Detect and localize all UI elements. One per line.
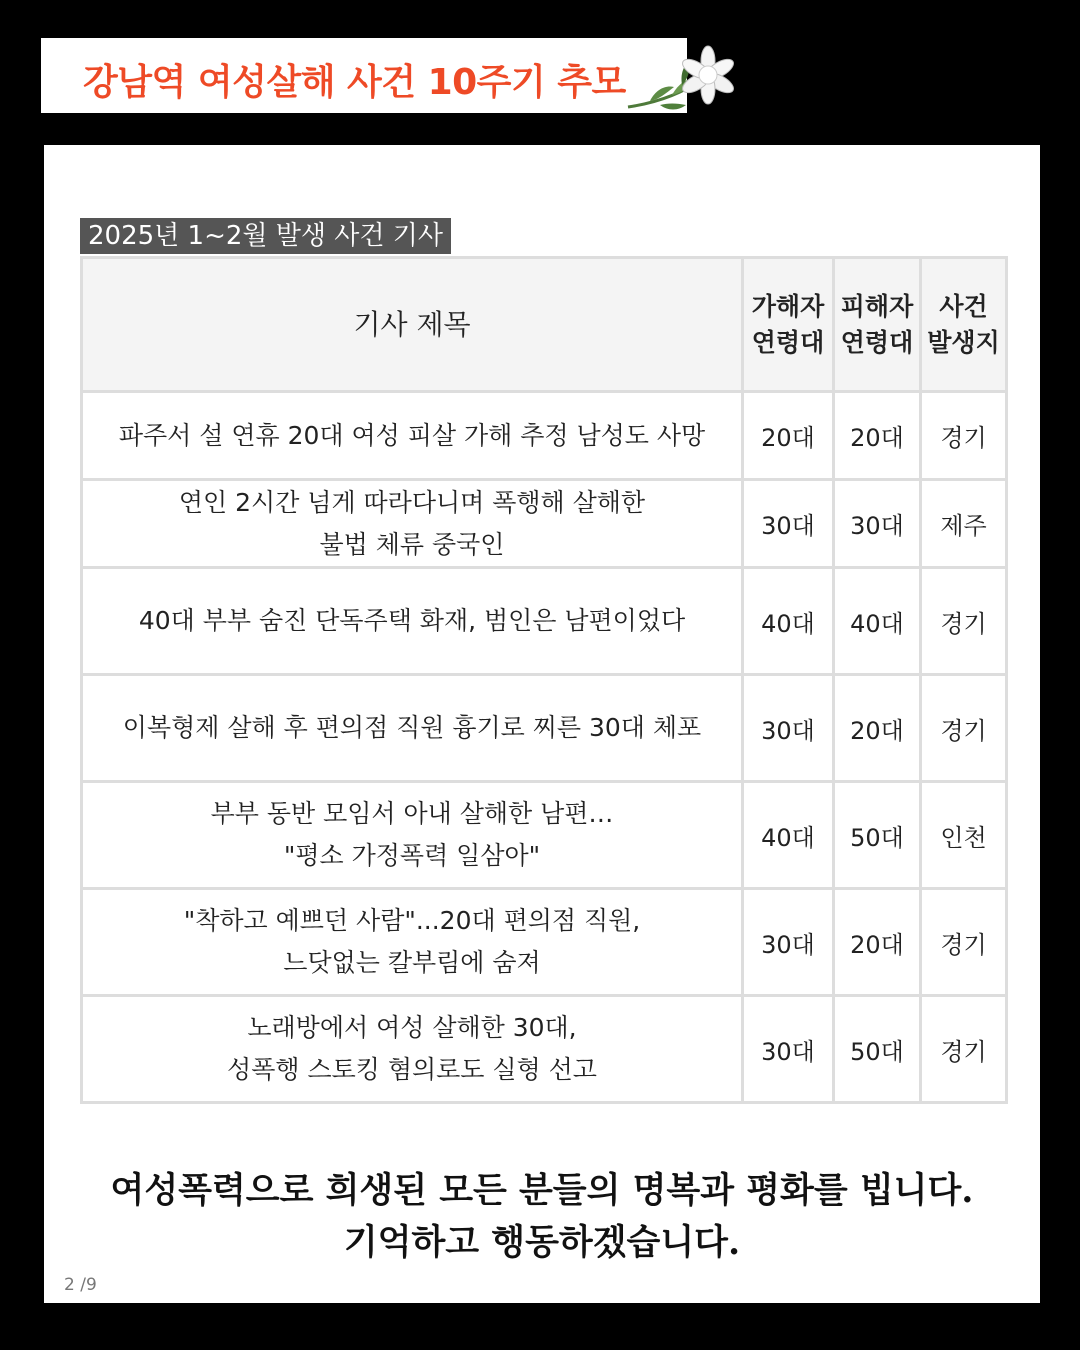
- table-row: [82, 568, 1007, 675]
- table-row: [82, 889, 1007, 996]
- incident-location: 경기: [921, 996, 1007, 1103]
- table-row: [82, 675, 1007, 782]
- offender-age: 40대: [743, 568, 834, 675]
- article-title: 노래방에서 여성 살해한 30대, 성폭행 스토킹 혐의로도 실형 선고: [82, 996, 743, 1103]
- table-header-row: [82, 258, 1007, 392]
- closing-message: [44, 1165, 1040, 1269]
- incident-location: 경기: [921, 889, 1007, 996]
- offender-age: 30대: [743, 996, 834, 1103]
- table-row: [82, 392, 1007, 480]
- offender-age: 20대: [743, 392, 834, 480]
- page-indicator: 2 /9: [64, 1275, 97, 1295]
- offender-age: 30대: [743, 480, 834, 568]
- header-article-title: 기사 제목: [82, 258, 743, 392]
- article-title: 이복형제 살해 후 편의점 직원 흉기로 찌른 30대 체포: [82, 675, 743, 782]
- victim-age: 50대: [834, 996, 921, 1103]
- victim-age: 40대: [834, 568, 921, 675]
- closing-line-1: 여성폭력으로 희생된 모든 분들의 명복과 평화를 빕니다.: [110, 1170, 974, 1211]
- page-title: 강남역 여성살해 사건 10주기 추모: [83, 62, 626, 103]
- header-offender-age: 가해자 연령대: [743, 258, 834, 392]
- incident-location: 경기: [921, 568, 1007, 675]
- incident-location: 인천: [921, 782, 1007, 889]
- header-victim-age: 피해자 연령대: [834, 258, 921, 392]
- chrysanthemum-icon: [620, 45, 735, 120]
- table-row: [82, 782, 1007, 889]
- article-title: "착하고 예쁘던 사람"...20대 편의점 직원, 느닷없는 칼부림에 숨져: [82, 889, 743, 996]
- closing-line-2: 기억하고 행동하겠습니다.: [343, 1222, 741, 1263]
- victim-age: 30대: [834, 480, 921, 568]
- article-title: 부부 동반 모임서 아내 살해한 남편… "평소 가정폭력 일삼아": [82, 782, 743, 889]
- articles-table: [80, 256, 1008, 1104]
- table-row: [82, 996, 1007, 1103]
- offender-age: 30대: [743, 889, 834, 996]
- offender-age: 30대: [743, 675, 834, 782]
- offender-age: 40대: [743, 782, 834, 889]
- title-banner: [41, 38, 687, 113]
- article-title: 파주서 설 연휴 20대 여성 피살 가해 추정 남성도 사망: [82, 392, 743, 480]
- victim-age: 20대: [834, 392, 921, 480]
- section-label: 2025년 1~2월 발생 사건 기사: [80, 218, 451, 254]
- victim-age: 20대: [834, 889, 921, 996]
- table-row: [82, 480, 1007, 568]
- victim-age: 50대: [834, 782, 921, 889]
- article-title: 연인 2시간 넘게 따라다니며 폭행해 살해한 불법 체류 중국인: [82, 480, 743, 568]
- incident-location: 제주: [921, 480, 1007, 568]
- header-location: 사건 발생지: [921, 258, 1007, 392]
- victim-age: 20대: [834, 675, 921, 782]
- incident-location: 경기: [921, 675, 1007, 782]
- content-card: [44, 145, 1040, 1303]
- article-title: 40대 부부 숨진 단독주택 화재, 범인은 남편이었다: [82, 568, 743, 675]
- incident-location: 경기: [921, 392, 1007, 480]
